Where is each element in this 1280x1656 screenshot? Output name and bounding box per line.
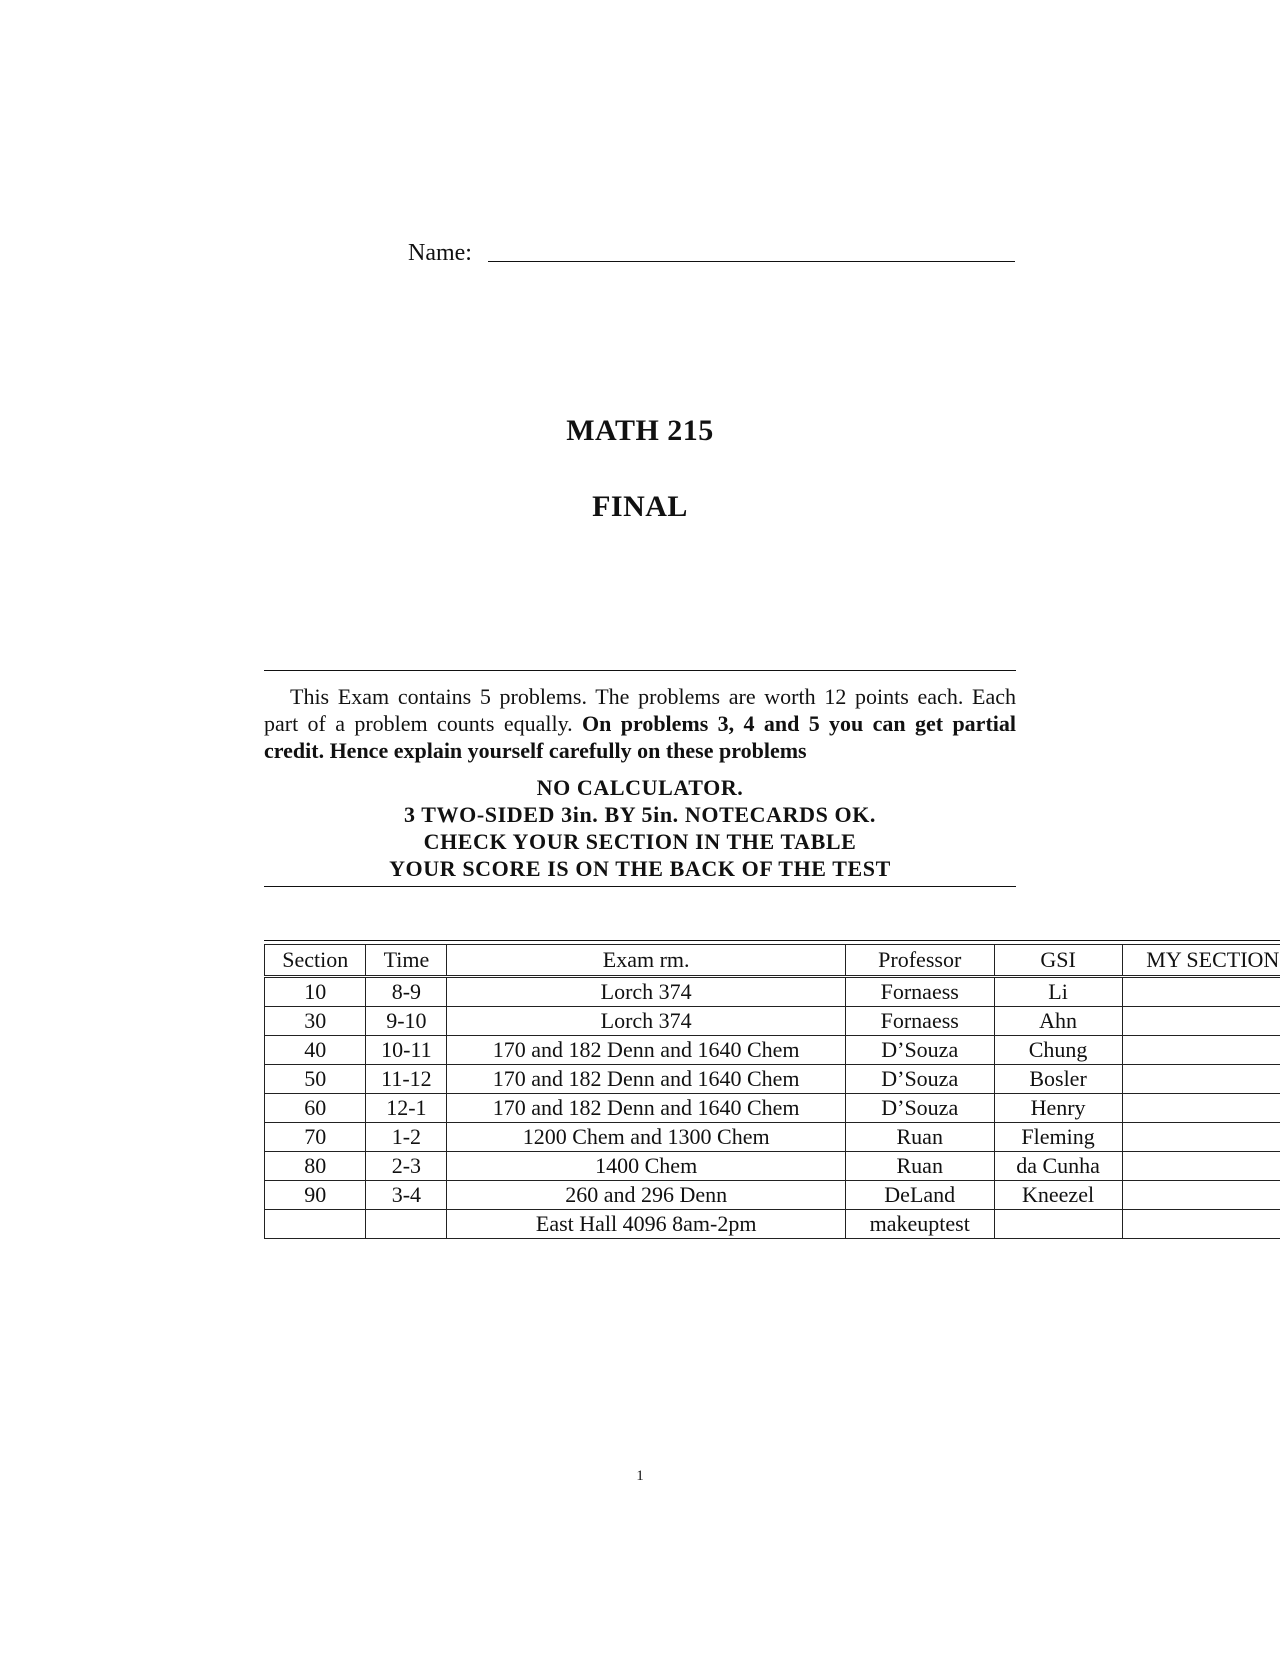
notices-block [264,774,1016,882]
cell-exam-room: 260 and 296 Denn [447,1181,846,1210]
cell-time: 8-9 [366,977,447,1007]
table-top-rule [264,940,1280,941]
cell-section: 60 [265,1094,366,1123]
section-table-wrap [264,940,1280,1239]
cell-section: 30 [265,1007,366,1036]
cell-my-section[interactable] [1122,977,1280,1007]
cell-section: 40 [265,1036,366,1065]
cell-section [265,1210,366,1239]
cell-exam-room: 170 and 182 Denn and 1640 Chem [447,1094,846,1123]
instructions-bold-text: On problems 3, 4 and 5 you can get partial credit. Hence explain yourself carefully on these problems [264,711,1017,763]
cell-my-section[interactable] [1122,1123,1280,1152]
cell-time: 9-10 [366,1007,447,1036]
notice-score: YOUR SCORE IS ON THE BACK OF THE TEST [389,856,891,881]
cell-professor: Fornaess [845,977,994,1007]
name-field-row [408,240,1016,270]
name-blank-line[interactable] [488,261,1015,262]
page-number: 1 [636,1468,644,1484]
cell-my-section[interactable] [1122,1036,1280,1065]
cell-my-section[interactable] [1122,1210,1280,1239]
cell-exam-room: 170 and 182 Denn and 1640 Chem [447,1036,846,1065]
cell-professor: makeuptest [845,1210,994,1239]
cell-gsi: Li [994,977,1122,1007]
cell-exam-room: 1200 Chem and 1300 Chem [447,1123,846,1152]
cell-time [366,1210,447,1239]
cell-section: 90 [265,1181,366,1210]
cell-professor: D’Souza [845,1065,994,1094]
header-professor: Professor [845,945,994,977]
cell-gsi: Fleming [994,1123,1122,1152]
instructions-box [264,670,1016,887]
cell-time: 10-11 [366,1036,447,1065]
cell-my-section[interactable] [1122,1065,1280,1094]
notice-no-calculator: NO CALCULATOR. [536,775,744,800]
cell-professor: Fornaess [845,1007,994,1036]
cell-professor: DeLand [845,1181,994,1210]
cell-my-section[interactable] [1122,1007,1280,1036]
course-title: MATH 215 [566,414,714,447]
table-row [265,977,1280,1007]
cell-gsi: Bosler [994,1065,1122,1094]
cell-time: 2-3 [366,1152,447,1181]
table-row [265,1210,1280,1239]
cell-time: 11-12 [366,1065,447,1094]
section-table [264,944,1280,1239]
header-my-section: MY SECTION [1122,945,1280,977]
table-row [265,1094,1280,1123]
cell-professor: D’Souza [845,1094,994,1123]
table-row [265,1036,1280,1065]
table-row [265,1007,1280,1036]
cell-exam-room: 1400 Chem [447,1152,846,1181]
cell-my-section[interactable] [1122,1152,1280,1181]
instructions-paragraph [264,683,1016,764]
cell-gsi: Chung [994,1036,1122,1065]
cell-professor: D’Souza [845,1036,994,1065]
header-gsi: GSI [994,945,1122,977]
header-section: Section [265,945,366,977]
cell-gsi: da Cunha [994,1152,1122,1181]
table-row [265,1152,1280,1181]
cell-gsi: Ahn [994,1007,1122,1036]
cell-my-section[interactable] [1122,1181,1280,1210]
exam-title: FINAL [592,490,688,523]
cell-gsi: Henry [994,1094,1122,1123]
cell-exam-room: Lorch 374 [447,1007,846,1036]
table-row [265,1123,1280,1152]
instructions-normal-text: This Exam contains 5 problems. The problems are worth 12 points each. Each part of a problem counts equally. [264,684,1016,736]
cell-professor: Ruan [845,1152,994,1181]
cell-section: 50 [265,1065,366,1094]
cell-gsi: Kneezel [994,1181,1122,1210]
cell-exam-room: 170 and 182 Denn and 1640 Chem [447,1065,846,1094]
table-row [265,1065,1280,1094]
cell-my-section[interactable] [1122,1094,1280,1123]
cell-exam-room: Lorch 374 [447,977,846,1007]
cell-section: 70 [265,1123,366,1152]
table-row [265,1181,1280,1210]
name-label: Name: [408,240,472,266]
cell-time: 3-4 [366,1181,447,1210]
notice-check-section: CHECK YOUR SECTION IN THE TABLE [423,829,857,854]
header-exam-room: Exam rm. [447,945,846,977]
cell-time: 12-1 [366,1094,447,1123]
notice-notecards: 3 TWO-SIDED 3in. BY 5in. NOTECARDS OK. [403,802,877,827]
cell-time: 1-2 [366,1123,447,1152]
cell-exam-room: East Hall 4096 8am-2pm [447,1210,846,1239]
cell-gsi [994,1210,1122,1239]
cell-section: 10 [265,977,366,1007]
cell-professor: Ruan [845,1123,994,1152]
header-time: Time [366,945,447,977]
table-header-row [265,945,1280,977]
cell-section: 80 [265,1152,366,1181]
